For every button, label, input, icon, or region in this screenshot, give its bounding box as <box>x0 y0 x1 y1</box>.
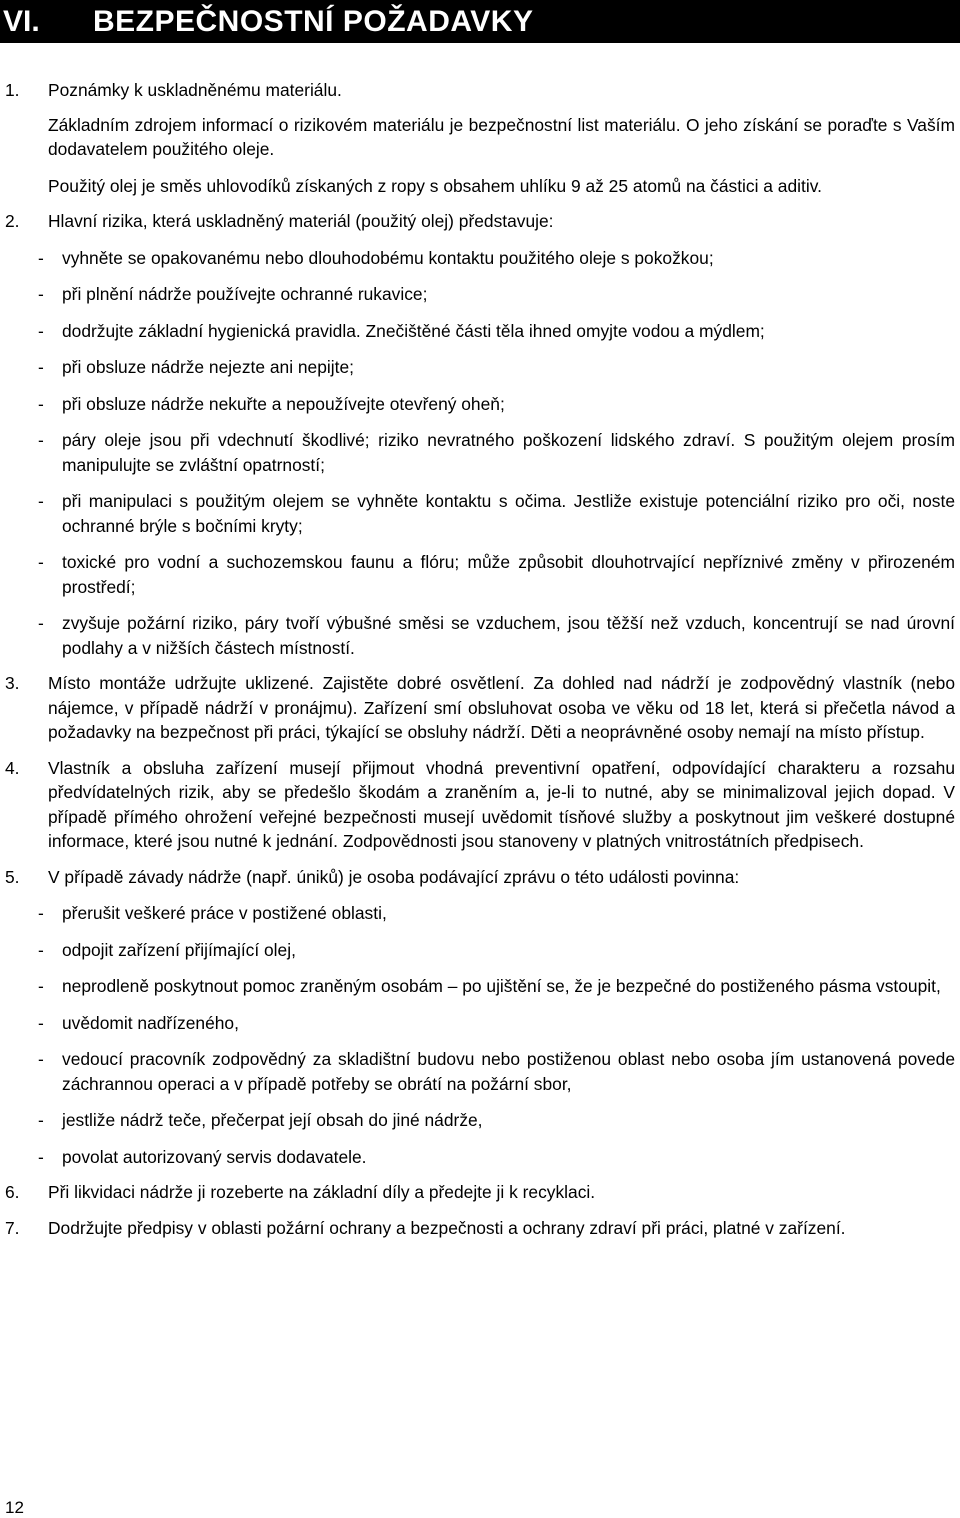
list-item: - při obsluze nádrže nekuřte a nepoužívejte otevřený oheň; <box>38 393 505 414</box>
document-body <box>0 78 955 1240</box>
list-item: - povolat autorizovaný servis dodavatele. <box>38 1146 367 1167</box>
item-7 <box>0 1216 955 1241</box>
list-item: - dodržujte základní hygienická pravidla. Znečištěné části těla ihned omyjte vodou a mýdlem; <box>38 320 765 341</box>
section-number: VI. <box>3 5 40 38</box>
item-5 <box>0 865 955 890</box>
item-heading: Poznámky k uskladněnému materiálu. <box>48 80 342 100</box>
list-item: - páry oleje jsou při vdechnutí škodlivé; riziko nevratného poškození lidského zdraví. S použitým olejem prosím manipulujte se zvláštní opatrností; <box>38 430 955 475</box>
item-text: Místo montáže udržujte uklizené. Zajistěte dobré osvětlení. Za dohled nad nádrží je zodpovědný vlastník (nebo nájemce, v případě nádrží v pronájmu). Zařízení smí obsluhovat osoba ve věku od 18 let, která si přečetla návod a požadavky na bezpečnost při práci, týkající se obsluhy nádrží. Děti a neoprávněné osoby nemají na místo přístup. <box>48 673 955 742</box>
list-item: - neprodleně poskytnout pomoc zraněným osobám – po ujištění se, že je bezpečné do postiženého pásma vstoupit, <box>38 976 941 996</box>
list-item: - jestliže nádrž teče, přečerpat její obsah do jiné nádrže, <box>38 1110 483 1130</box>
page-number: 12 <box>5 1498 24 1517</box>
list-item: - přerušit veškeré práce v postižené oblasti, <box>38 903 387 923</box>
item-number: 3. <box>5 673 20 693</box>
list-item: - toxické pro vodní a suchozemskou faunu a flóru; může způsobit dlouhotrvající nepříznivé změny v přirozeném prostředí; <box>38 552 955 597</box>
list-item: - vedoucí pracovník zodpovědný za skladištní budovu nebo postiženou oblast nebo osoba jím ustanovená povede záchrannou operaci a v případě potřeby se obrátí na požární sbor, <box>38 1049 955 1094</box>
list-item: - při plnění nádrže používejte ochranné rukavice; <box>38 284 428 304</box>
item-number: 7. <box>5 1217 20 1238</box>
list-item: - zvyšuje požární riziko, páry tvoří výbušné směsi se vzduchem, jsou těžší než vzduch, koncentrují se nad úrovní podlahy a v nižších částech místností. <box>38 613 955 658</box>
list-item: - uvědomit nadřízeného, <box>38 1012 239 1033</box>
paragraph: Použitý olej je směs uhlovodíků získaných z ropy s obsahem uhlíku 9 až 25 atomů na částici a aditiv. <box>48 175 822 196</box>
item-text: Při likvidaci nádrže ji rozeberte na základní díly a předejte ji k recyklaci. <box>48 1182 596 1202</box>
item-text: Dodržujte předpisy v oblasti požární ochrany a bezpečnosti a ochrany zdraví při práci, platné v zařízení. <box>48 1217 846 1238</box>
section-title: BEZPEČNOSTNÍ POŽADAVKY <box>93 5 534 38</box>
item-4 <box>0 756 955 854</box>
item-1 <box>0 78 955 198</box>
item-text: V případě závady nádrže (např. úniků) je osoba podávající zprávu o této události povinna: <box>48 866 740 887</box>
list-item: - odpojit zařízení přijímající olej, <box>38 939 296 960</box>
item-2 <box>0 209 955 234</box>
item-text: Vlastník a obsluha zařízení musejí přijmout vhodná preventivní opatření, odpovídající charakteru a rozsahu předvídatelných rizik, aby se předešlo škodám a zraněním a, je-li to nutné, aby se minimalizoval jejich dopad. V případě přímého ohrožení veřejné bezpečnosti musejí uvědomit tísňové služby a poskytnout jim veškeré dostupné informace, které jsou nutné k jednání. Zodpovědnosti jsou stanoveny v platných vnitrostátních předpisech. <box>48 757 955 851</box>
item-6 <box>0 1180 955 1205</box>
paragraph: Základním zdrojem informací o rizikovém materiálu je bezpečnostní list materiálu. O jeho získání se poraďte s Vaším dodavatelem použitého oleje. <box>48 114 955 159</box>
list-item: - při obsluze nádrže nejezte ani nepijte; <box>38 357 354 377</box>
item-number: 5. <box>5 866 20 887</box>
item-3 <box>0 671 955 745</box>
item-number: 4. <box>5 757 20 778</box>
item-number: 1. <box>5 80 20 100</box>
item-number: 6. <box>5 1182 20 1202</box>
list-item: - při manipulaci s použitým olejem se vyhněte kontaktu s očima. Jestliže existuje potenciální riziko pro oči, noste ochranné brýle s bočními kryty; <box>38 491 955 536</box>
item-number: 2. <box>5 211 20 231</box>
section-header <box>0 0 960 43</box>
item-text: Hlavní rizika, která uskladněný materiál (použitý olej) představuje: <box>48 211 554 231</box>
list-item: - vyhněte se opakovanému nebo dlouhodobému kontaktu použitého oleje s pokožkou; <box>38 247 714 268</box>
